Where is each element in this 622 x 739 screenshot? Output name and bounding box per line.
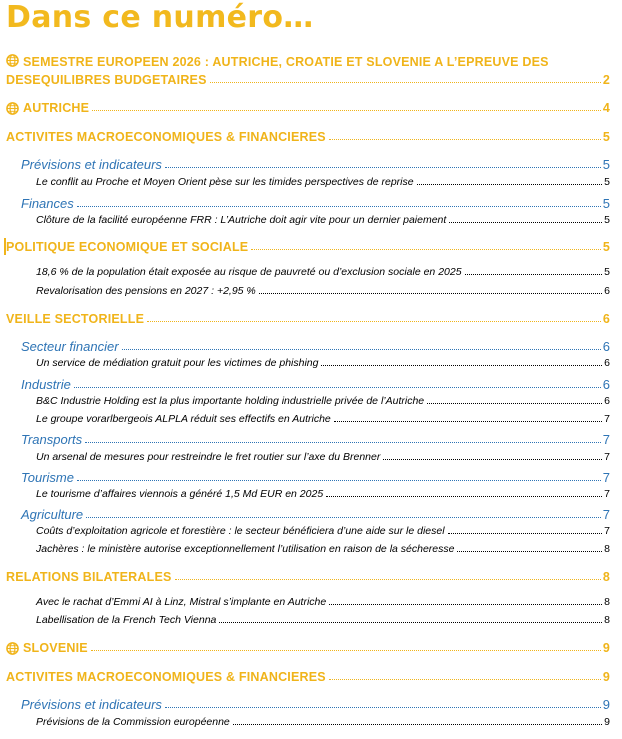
- toc-label: Finances: [21, 196, 74, 211]
- toc-page-number: 7: [604, 451, 610, 463]
- toc-page-number: 6: [602, 312, 610, 326]
- dot-leader: [329, 679, 601, 680]
- toc-entry-subsection[interactable]: [21, 339, 610, 354]
- toc-label: Labellisation de la French Tech Vienna: [36, 614, 217, 626]
- toc-label: Le tourisme d’affaires viennois a généré 1,5 Md EUR en 2025: [36, 488, 324, 500]
- toc-label: Coûts d’exploitation agricole et forestière : le secteur bénéficiera d’une aide sur le diesel: [36, 525, 445, 537]
- dot-leader: [457, 551, 602, 552]
- toc-entry-subsection[interactable]: [21, 432, 610, 447]
- toc-entry-item[interactable]: [36, 525, 610, 537]
- dot-leader: [233, 724, 602, 725]
- dot-leader: [417, 184, 603, 185]
- toc-page-number: 7: [604, 525, 610, 537]
- toc-entry-item[interactable]: [36, 596, 610, 608]
- toc-label: VEILLE SECTORIELLE: [6, 312, 145, 326]
- dot-leader: [74, 387, 601, 388]
- toc-entry-item[interactable]: [36, 451, 610, 463]
- toc-page-number: 5: [604, 214, 610, 226]
- toc-entry-subsection[interactable]: [21, 507, 610, 522]
- globe-icon: [6, 102, 19, 115]
- toc-page-number: 5: [604, 266, 610, 278]
- toc-entry-section[interactable]: [6, 130, 610, 144]
- toc-entry-subsection[interactable]: [21, 697, 610, 712]
- globe-icon: [6, 54, 19, 67]
- toc-label: AUTRICHE: [23, 101, 90, 115]
- dot-leader: [86, 517, 601, 518]
- toc-entry-section[interactable]: [6, 670, 610, 684]
- toc-entry-subsection[interactable]: [21, 470, 610, 485]
- toc-entry-item[interactable]: [36, 543, 610, 555]
- dot-leader: [77, 480, 601, 481]
- toc-label: Prévisions et indicateurs: [21, 697, 162, 712]
- toc-page-number: 2: [602, 73, 610, 87]
- dot-leader: [465, 274, 603, 275]
- toc-label: Avec le rachat d’Emmi AI à Linz, Mistral s’implante en Autriche: [36, 596, 327, 608]
- toc-page-number: 8: [604, 596, 610, 608]
- toc-entry-item[interactable]: [36, 614, 610, 626]
- toc-label: Le groupe vorarlbergeois ALPLA réduit ses effectifs en Autriche: [36, 413, 331, 425]
- dot-leader: [334, 421, 602, 422]
- toc-label: Prévisions et indicateurs: [21, 157, 162, 172]
- toc-label: RELATIONS BILATERALES: [6, 570, 172, 584]
- toc-entry-item[interactable]: [36, 214, 610, 226]
- toc-page-number: 7: [604, 488, 610, 500]
- toc-entry-subsection[interactable]: [21, 157, 610, 172]
- toc-entry-subsection[interactable]: [21, 196, 610, 211]
- toc-label: 18,6 % de la population était exposée au risque de pauvreté ou d’exclusion sociale en 2025: [36, 266, 462, 278]
- dot-leader: [329, 139, 601, 140]
- toc-label: ACTIVITES MACROECONOMIQUES & FINANCIERES: [6, 670, 326, 684]
- dot-leader: [85, 442, 601, 443]
- toc-label: Un arsenal de mesures pour restreindre le fret routier sur l’axe du Brenner: [36, 451, 381, 463]
- page-title: Dans ce numéro…: [6, 0, 314, 35]
- toc-page-number: 5: [602, 240, 610, 254]
- toc-page-number: 5: [604, 176, 610, 188]
- toc-page-number: 9: [602, 641, 610, 655]
- toc-label: ACTIVITES MACROECONOMIQUES & FINANCIERES: [6, 130, 326, 144]
- dot-leader: [326, 496, 602, 497]
- dot-leader: [219, 622, 602, 623]
- toc-page-number: 7: [604, 413, 610, 425]
- toc-label: Tourisme: [21, 470, 74, 485]
- toc-label: Prévisions de la Commission européenne: [36, 716, 230, 728]
- toc-label: Industrie: [21, 377, 71, 392]
- dot-leader: [383, 459, 602, 460]
- toc-entry-slovenie[interactable]: [6, 641, 610, 655]
- toc-label: B&C Industrie Holding est la plus importante holding industrielle privée de l’Autriche: [36, 395, 425, 407]
- toc-label: Secteur financier: [21, 339, 119, 354]
- toc-page-number: 9: [602, 670, 610, 684]
- toc-entry-section[interactable]: [6, 312, 610, 326]
- dot-leader: [147, 321, 601, 322]
- globe-icon: [6, 642, 19, 655]
- dot-leader: [329, 604, 602, 605]
- toc-page-number: 7: [602, 470, 610, 485]
- toc-entry-item[interactable]: [36, 488, 610, 500]
- toc-page-number: 6: [602, 339, 610, 354]
- toc-label: Transports: [21, 432, 83, 447]
- toc-page-number: 9: [604, 716, 610, 728]
- toc-entry-subsection[interactable]: [21, 377, 610, 392]
- dot-leader: [251, 249, 601, 250]
- dot-leader: [77, 206, 601, 207]
- toc-label: DESEQUILIBRES BUDGETAIRES: [6, 73, 207, 87]
- toc-label: SEMESTRE EUROPEEN 2026 : AUTRICHE, CROATIE ET SLOVENIE A L’EPREUVE DES: [23, 55, 549, 69]
- toc-entry-semestre-europeen[interactable]: [6, 54, 610, 87]
- toc-page-number: 8: [604, 543, 610, 555]
- toc-page-number: 8: [604, 614, 610, 626]
- dot-leader: [165, 707, 601, 708]
- toc-page-number: 8: [602, 570, 610, 584]
- toc-page-number: 5: [602, 196, 610, 211]
- toc-entry-item[interactable]: [36, 716, 610, 728]
- toc-label: SLOVENIE: [23, 641, 88, 655]
- toc-entry-autriche[interactable]: [6, 101, 610, 115]
- toc-entry-item[interactable]: [36, 413, 610, 425]
- dot-leader: [175, 579, 601, 580]
- dot-leader: [91, 650, 601, 651]
- dot-leader: [259, 293, 602, 294]
- dot-leader: [92, 110, 601, 111]
- dot-leader: [165, 167, 601, 168]
- dot-leader: [122, 349, 601, 350]
- toc-label: Revalorisation des pensions en 2027 : +2,95 %: [36, 285, 256, 297]
- toc-entry-item[interactable]: [36, 285, 610, 297]
- dot-leader: [448, 533, 603, 534]
- toc-page-number: 5: [602, 157, 610, 172]
- toc-page-number: 6: [604, 285, 610, 297]
- dot-leader: [321, 365, 602, 366]
- toc-page-number: 4: [602, 101, 610, 115]
- toc-page-number: 6: [604, 357, 610, 369]
- toc-label: Agriculture: [21, 507, 84, 522]
- toc-page-number: 7: [602, 507, 610, 522]
- toc-label: POLITIQUE ECONOMIQUE ET SOCIALE: [6, 240, 249, 254]
- toc-label: Jachères : le ministère autorise exceptionnellement l’utilisation en raison de la sécheresse: [36, 543, 455, 555]
- toc-entry-item[interactable]: [36, 395, 610, 407]
- toc-page-number: 9: [602, 697, 610, 712]
- toc-entry-section[interactable]: [6, 570, 610, 584]
- toc-entry-item[interactable]: [36, 357, 610, 369]
- dot-leader: [210, 82, 601, 83]
- toc-entry-item[interactable]: [36, 176, 610, 188]
- dot-leader: [449, 222, 602, 223]
- toc-page-number: 7: [602, 432, 610, 447]
- toc-page-number: 6: [604, 395, 610, 407]
- toc-page-number: 5: [602, 130, 610, 144]
- toc-entry-item[interactable]: [36, 266, 610, 278]
- toc-label: Clôture de la facilité européenne FRR : L’Autriche doit agir vite pour un dernier paiement: [36, 214, 447, 226]
- toc-label: Le conflit au Proche et Moyen Orient pèse sur les timides perspectives de reprise: [36, 176, 414, 188]
- dot-leader: [427, 403, 602, 404]
- toc-label: Un service de médiation gratuit pour les victimes de phishing: [36, 357, 319, 369]
- toc-page-number: 6: [602, 377, 610, 392]
- toc-entry-section[interactable]: [6, 240, 610, 254]
